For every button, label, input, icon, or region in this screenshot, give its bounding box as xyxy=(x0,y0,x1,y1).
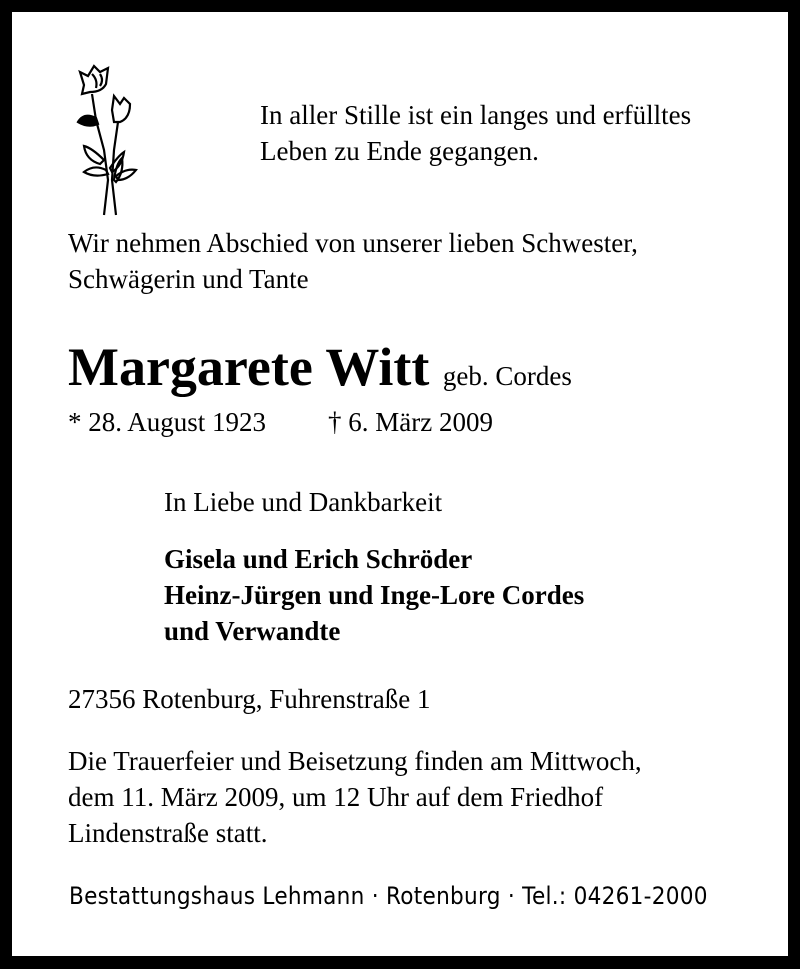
service-line: Die Trauerfeier und Beisetzung finden am Mittwoch, xyxy=(68,746,642,776)
service-line: dem 11. März 2009, um 12 Uhr auf dem Friedhof xyxy=(68,782,604,812)
farewell-line: Schwägerin und Tante xyxy=(68,264,309,294)
mourner: und Verwandte xyxy=(164,616,341,646)
deceased-name-row xyxy=(68,337,572,406)
birth-date: * 28. August 1923 xyxy=(68,407,267,437)
maiden-name: geb. Cordes xyxy=(442,361,572,391)
address: 27356 Rotenburg, Fuhrenstraße 1 xyxy=(68,684,431,714)
intro-line: Leben zu Ende gegangen. xyxy=(260,136,539,166)
deceased-name: Margarete Witt xyxy=(68,337,430,397)
service-line: Lindenstraße statt. xyxy=(68,818,268,848)
obituary-notice xyxy=(12,12,788,956)
closing-line: In Liebe und Dankbarkeit xyxy=(164,487,443,517)
rose-icon xyxy=(64,60,164,225)
death-date: † 6. März 2009 xyxy=(328,407,493,437)
farewell-line: Wir nehmen Abschied von unserer lieben Schwester, xyxy=(68,228,638,258)
funeral-home: Bestattungshaus Lehmann · Rotenburg · Tel.: 04261-2000 xyxy=(69,882,708,910)
intro-line: In aller Stille ist ein langes und erfülltes xyxy=(260,100,692,130)
mourner: Heinz-Jürgen und Inge-Lore Cordes xyxy=(164,580,585,610)
mourner: Gisela und Erich Schröder xyxy=(164,544,473,574)
